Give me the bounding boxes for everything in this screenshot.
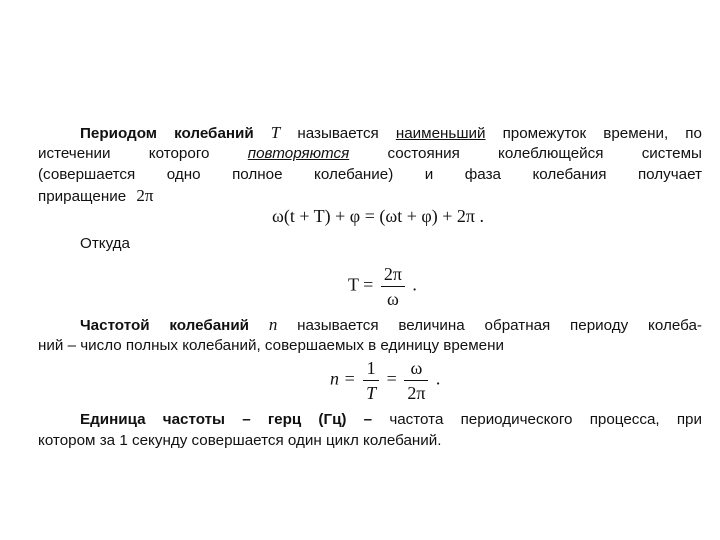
formula-tail: . bbox=[435, 368, 441, 389]
frequency-term: Частотой колебаний bbox=[80, 317, 250, 334]
period-symbol: T bbox=[270, 123, 281, 142]
numerator: 2π bbox=[381, 262, 405, 287]
formula-lhs: T = bbox=[348, 274, 374, 295]
hertz-term: Единица частоты – герц (Гц) – bbox=[80, 411, 373, 428]
text-fragment: называется bbox=[297, 125, 379, 142]
period-definition-line-1 bbox=[38, 122, 702, 144]
fraction bbox=[381, 262, 405, 311]
frequency-symbol: n bbox=[268, 315, 278, 334]
frequency-formula bbox=[330, 356, 440, 405]
phase-equation: ω(t + T) + φ = (ωt + φ) + 2π . bbox=[272, 206, 484, 226]
fraction-1-over-T bbox=[363, 356, 379, 405]
denominator: T bbox=[366, 383, 377, 403]
numerator: ω bbox=[404, 356, 428, 381]
text-fragment: Откуда bbox=[80, 235, 130, 252]
period-term: Периодом колебаний bbox=[80, 125, 254, 142]
frequency-definition-line-2: ний – число полных колебаний, совершаемых в единицу времени bbox=[38, 337, 504, 354]
frequency-definition-line-1 bbox=[38, 314, 702, 336]
text-fragment: называется величина обратная периоду колеба- bbox=[297, 317, 702, 334]
period-definition-line-2 bbox=[38, 143, 702, 164]
formula-lhs: n = bbox=[330, 368, 356, 389]
text-fragment: приращение bbox=[38, 188, 127, 205]
denominator: 2π bbox=[407, 383, 426, 403]
underlined-smallest: наименьший bbox=[395, 125, 486, 142]
underlined-repeat: повторяются bbox=[247, 145, 350, 162]
unit-definition-line-1 bbox=[38, 409, 702, 430]
text-fragment: истечении которого bbox=[38, 145, 210, 162]
equals-sign: = bbox=[386, 368, 397, 389]
text-fragment: частота периодического процесса, при bbox=[389, 411, 702, 428]
period-formula bbox=[348, 262, 417, 311]
period-definition-line-3: (совершается одно полное колебание) и фаза колебания получает bbox=[38, 166, 702, 183]
increment-value: 2π bbox=[136, 186, 154, 205]
text-fragment: промежуток времени, по bbox=[502, 125, 702, 142]
numerator: 1 bbox=[363, 356, 379, 381]
unit-definition-line-2: котором за 1 секунду совершается один цикл колебаний. bbox=[38, 432, 442, 449]
whence-label bbox=[38, 233, 702, 254]
fraction-omega-over-2pi bbox=[404, 356, 428, 405]
text-fragment: состояния колеблющейся системы bbox=[387, 145, 702, 162]
formula-tail: . bbox=[412, 274, 417, 295]
period-definition-line-4 bbox=[38, 185, 702, 207]
denominator: ω bbox=[386, 289, 399, 309]
